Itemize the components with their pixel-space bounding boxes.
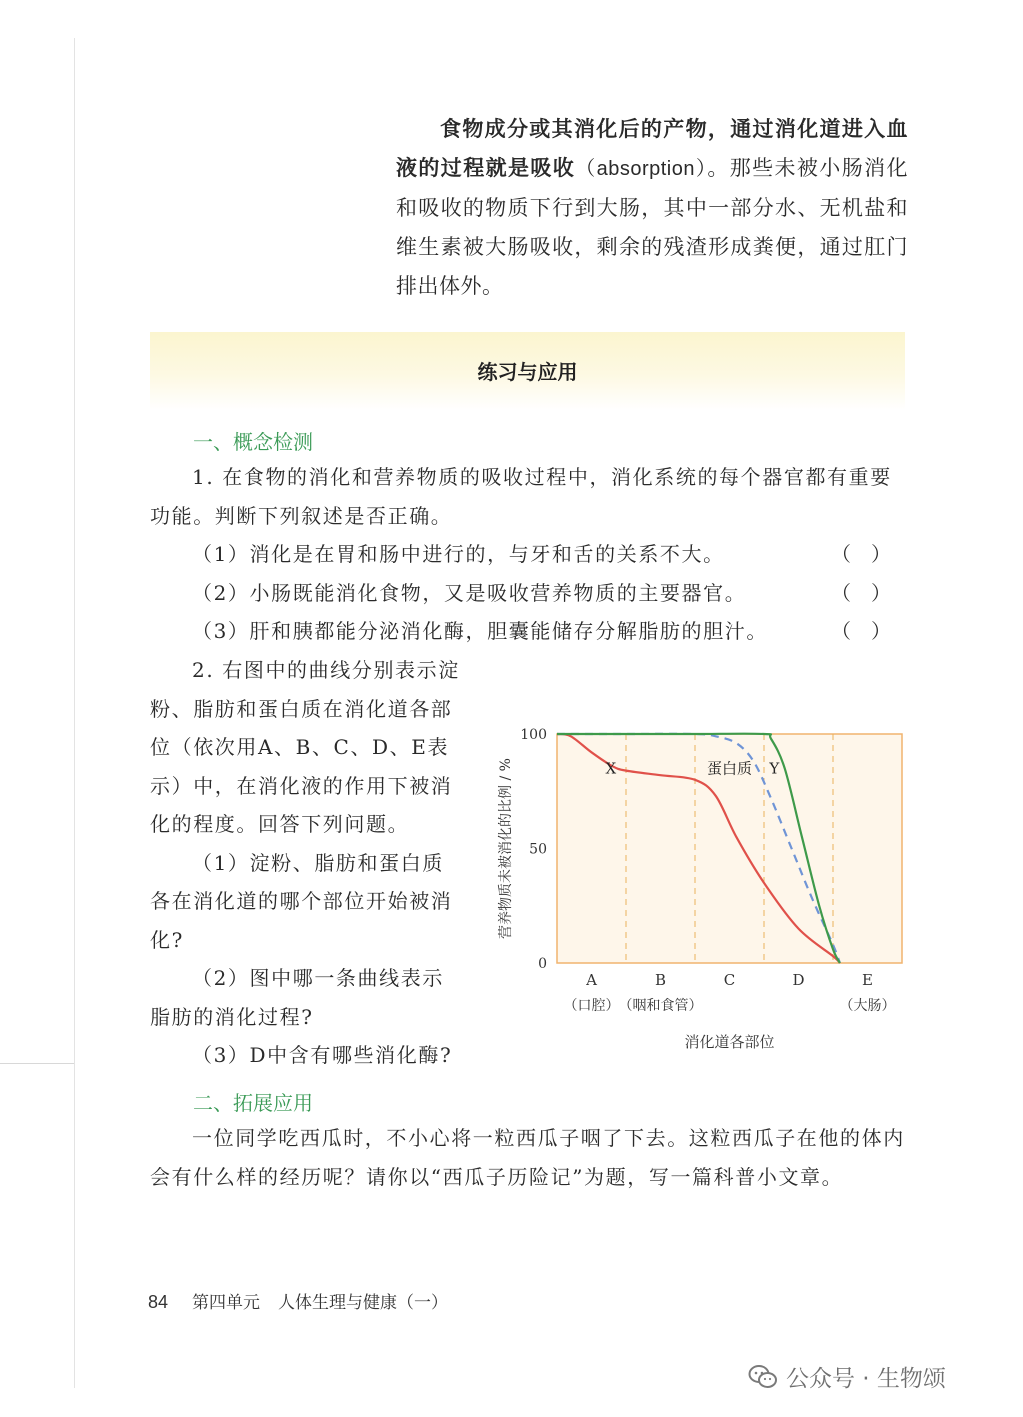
section-extension: 二、拓展应用 <box>193 1091 313 1115</box>
q1-item-1 <box>150 535 905 574</box>
section-concept-check: 一、概念检测 <box>193 430 313 454</box>
answer-blank: （ ） <box>831 542 891 566</box>
q2-item-3: （3）D中含有哪些消化酶? <box>192 1043 453 1067</box>
page-margin-line <box>74 38 75 1388</box>
digestion-chart <box>490 720 910 1064</box>
q1-item-1-text: （1）消化是在胃和肠中进行的，与牙和舌的关系不大。 <box>192 542 725 566</box>
series-label: X <box>605 759 617 778</box>
y-tick-label: 50 <box>529 841 547 858</box>
x-tick-label: C <box>723 971 736 989</box>
series-label: 蛋白质 <box>706 759 753 778</box>
x-tick-label: B <box>654 971 667 989</box>
wechat-icon <box>748 1364 778 1390</box>
q1-item-3 <box>150 612 905 651</box>
exercise-header-band <box>150 332 905 410</box>
q3-text: 一位同学吃西瓜时，不小心将一粒西瓜子咽了下去。这粒西瓜子在他的体内会有什么样的经历呢？请你以“西瓜子历险记”为题，写一篇科普小文章。 <box>150 1126 905 1189</box>
question-1 <box>150 458 905 651</box>
footer-unit: 第四单元 <box>192 1293 261 1313</box>
watermark <box>748 1360 946 1393</box>
y-axis-label: 营养物质未被消化的比例 / % <box>498 758 514 939</box>
answer-blank: （ ） <box>831 580 891 605</box>
exercise-title: 练习与应用 <box>477 360 578 384</box>
q1-item-2-text: （2）小肠既能消化食物，又是吸收营养物质的主要器官。 <box>192 580 747 605</box>
q2-item-2: （2）图中哪一条曲线表示脂肪的消化过程? <box>150 966 444 1029</box>
x-tick-label: D <box>792 971 805 989</box>
q2-item-1: （1）淀粉、脂肪和蛋白质各在消化道的哪个部位开始被消化? <box>150 850 453 952</box>
q2-stem: 2. 右图中的曲线分别表示淀粉、脂肪和蛋白质在消化道各部位（依次用A、B、C、D、E表示）中，在消化液的作用下被消化的程度。回答下列问题。 <box>150 658 460 836</box>
x-category-note: （口腔） <box>563 998 620 1014</box>
series-label: Y <box>769 759 780 778</box>
footer-title: 人体生理与健康（一） <box>278 1293 449 1313</box>
page-footer <box>148 1288 448 1313</box>
x-axis-label: 消化道各部位 <box>684 1033 775 1051</box>
page-number: 84 <box>148 1292 169 1312</box>
q1-stem: 1. 在食物的消化和营养物质的吸收过程中，消化系统的每个器官都有重要功能。判断下列叙述是否正确。 <box>150 465 892 528</box>
x-category-note: （咽和食管） <box>618 998 703 1014</box>
q1-item-3-text: （3）肝和胰都能分泌消化酶，胆囊能储存分解脂肪的胆汁。 <box>192 619 768 643</box>
question-2 <box>150 651 462 1075</box>
x-tick-label: E <box>862 971 873 989</box>
intro-term: （absorption） <box>575 158 708 180</box>
q1-item-2 <box>150 574 905 613</box>
y-tick-label: 0 <box>538 956 547 972</box>
answer-blank: （ ） <box>831 619 891 643</box>
question-3 <box>150 1119 905 1196</box>
watermark-text: 公众号 · 生物颂 <box>786 1366 946 1392</box>
y-tick-label: 100 <box>520 727 547 743</box>
intro-bold-text: 食物成分或其消化后的产物，通过消化道进入血液的过程就是吸收 <box>396 117 908 180</box>
digestion-chart-svg <box>490 720 910 1060</box>
page-margin-tick <box>0 1063 74 1064</box>
intro-rest: 。那些未被小肠消化和吸收的物质下行到大肠，其中一部分水、无机盐和维生素被大肠吸收，剩余的残渣形成粪便，通过肛门排出体外。 <box>396 156 909 298</box>
x-category-note: （大肠） <box>839 998 896 1014</box>
x-tick-label: A <box>586 971 597 989</box>
intro-paragraph <box>396 110 908 306</box>
